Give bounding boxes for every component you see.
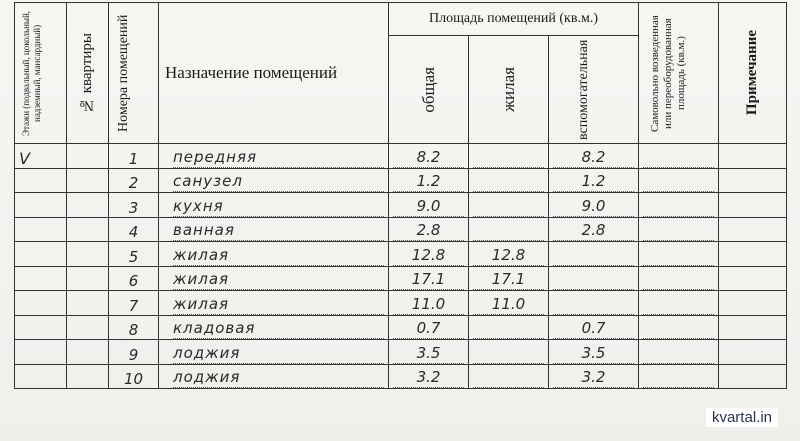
- total-area-cell-text: 17.1: [393, 270, 464, 290]
- room-number-cell: [109, 144, 159, 169]
- note-cell-text: [750, 199, 755, 217]
- note-cell-text: [750, 272, 755, 290]
- total-area-cell-text: 8.2: [393, 148, 464, 168]
- header-purpose: Назначение помещений: [159, 3, 389, 144]
- aux-area-cell: [549, 193, 639, 218]
- floor-cell-text: [19, 320, 24, 339]
- floor-cell: [15, 168, 67, 193]
- apartment-cell: [67, 217, 109, 242]
- note-cell: [719, 315, 787, 340]
- self-built-cell: [639, 340, 719, 365]
- living-area-cell: [469, 266, 549, 291]
- self-built-cell-text: [643, 295, 714, 315]
- living-area-cell: [469, 340, 549, 365]
- apartment-cell: [67, 364, 109, 389]
- living-area-cell-text: 11.0: [473, 295, 544, 315]
- room-purpose-cell-text: санузел: [173, 172, 384, 192]
- living-area-cell-text: [473, 368, 544, 388]
- total-area-cell-text: 0.7: [393, 319, 464, 339]
- note-cell-text: [750, 174, 755, 192]
- aux-area-cell-text: 0.7: [553, 319, 634, 339]
- aux-area-cell: [549, 364, 639, 389]
- living-area-cell-text: [473, 148, 544, 168]
- note-cell-text: [750, 297, 755, 315]
- aux-area-cell-text: 9.0: [553, 197, 634, 217]
- living-area-cell: [469, 242, 549, 267]
- self-built-cell: [639, 315, 719, 340]
- table-row: [15, 266, 787, 291]
- total-area-cell-text: 3.5: [393, 344, 464, 364]
- self-built-cell-text: [643, 319, 714, 339]
- table-row: [15, 168, 787, 193]
- room-purpose-cell-text: жилая: [173, 295, 384, 315]
- table-body: [15, 144, 787, 389]
- room-purpose-cell-text: ванная: [173, 221, 384, 241]
- header-total: общая: [389, 36, 469, 144]
- total-area-cell-text: 11.0: [393, 295, 464, 315]
- table-row: [15, 242, 787, 267]
- room-purpose-cell: [159, 242, 389, 267]
- room-purpose-cell: [159, 144, 389, 169]
- room-purpose-cell-text: лоджия: [173, 344, 384, 364]
- note-cell: [719, 266, 787, 291]
- living-area-cell-text: 12.8: [473, 246, 544, 266]
- self-built-cell: [639, 291, 719, 316]
- apartment-cell: [67, 315, 109, 340]
- aux-area-cell: [549, 217, 639, 242]
- total-area-cell-text: 3.2: [393, 368, 464, 388]
- aux-area-cell-text: 8.2: [553, 148, 634, 168]
- living-area-cell: [469, 315, 549, 340]
- total-area-cell: [389, 291, 469, 316]
- living-area-cell-text: [473, 344, 544, 364]
- watermark: kvartal.in: [706, 408, 778, 427]
- apartment-cell-text: [85, 297, 90, 315]
- room-number-cell-text: 7: [128, 296, 139, 315]
- total-area-cell-text: 2.8: [393, 221, 464, 241]
- total-area-cell: [389, 168, 469, 193]
- living-area-cell: [469, 364, 549, 389]
- header-apartment-no: № квартиры: [67, 3, 109, 144]
- aux-area-cell: [549, 168, 639, 193]
- aux-area-cell-text: [553, 246, 634, 266]
- room-area-table: [14, 2, 787, 389]
- self-built-cell-text: [643, 221, 714, 241]
- apartment-cell: [67, 291, 109, 316]
- note-cell: [719, 217, 787, 242]
- room-purpose-cell-text: жилая: [173, 270, 384, 290]
- floor-cell-text: [19, 222, 24, 241]
- table-row: [15, 193, 787, 218]
- room-purpose-cell-text: жилая: [173, 246, 384, 266]
- aux-area-cell: [549, 291, 639, 316]
- room-number-cell: [109, 315, 159, 340]
- apartment-cell-text: [85, 248, 90, 266]
- floor-cell: [15, 291, 67, 316]
- floor-cell-text: [19, 198, 24, 217]
- room-purpose-cell: [159, 364, 389, 389]
- room-number-cell-text: 10: [123, 370, 144, 388]
- apartment-cell: [67, 266, 109, 291]
- floor-cell-text: [19, 271, 24, 290]
- living-area-cell: [469, 217, 549, 242]
- self-built-cell-text: [643, 246, 714, 266]
- aux-area-cell: [549, 242, 639, 267]
- room-number-cell: [109, 266, 159, 291]
- total-area-cell: [389, 217, 469, 242]
- room-purpose-cell: [159, 315, 389, 340]
- aux-area-cell: [549, 266, 639, 291]
- table-row: [15, 144, 787, 169]
- aux-area-cell-text: [553, 270, 634, 290]
- table-row: [15, 340, 787, 365]
- room-number-cell: [109, 242, 159, 267]
- room-purpose-cell: [159, 217, 389, 242]
- table-row: [15, 291, 787, 316]
- floor-cell-text: [19, 296, 24, 315]
- room-purpose-cell-text: передняя: [173, 148, 384, 168]
- apartment-cell-text: [85, 174, 90, 192]
- self-built-cell-text: [643, 172, 714, 192]
- header-note: Примечание: [719, 3, 787, 144]
- room-purpose-cell: [159, 340, 389, 365]
- self-built-cell-text: [643, 270, 714, 290]
- living-area-cell-text: [473, 172, 544, 192]
- aux-area-cell-text: [553, 295, 634, 315]
- floor-cell-text: V: [19, 148, 30, 168]
- self-built-cell: [639, 266, 719, 291]
- self-built-cell: [639, 144, 719, 169]
- floor-cell-text: [19, 345, 24, 364]
- room-number-cell-text: 5: [128, 247, 139, 266]
- living-area-cell-text: 17.1: [473, 270, 544, 290]
- living-area-cell-text: [473, 319, 544, 339]
- floor-cell: [15, 193, 67, 218]
- floor-cell: [15, 315, 67, 340]
- note-cell: [719, 340, 787, 365]
- aux-area-cell-text: 3.5: [553, 344, 634, 364]
- total-area-cell: [389, 144, 469, 169]
- room-number-cell-text: 6: [128, 272, 139, 290]
- self-built-cell: [639, 242, 719, 267]
- floor-cell-text: [19, 247, 24, 266]
- self-built-cell-text: [643, 344, 714, 364]
- note-cell-text: [750, 321, 755, 339]
- room-purpose-cell-text: кладовая: [173, 319, 384, 339]
- room-number-cell: [109, 168, 159, 193]
- aux-area-cell-text: 1.2: [553, 172, 634, 192]
- apartment-cell: [67, 193, 109, 218]
- aux-area-cell-text: 2.8: [553, 221, 634, 241]
- note-cell-text: [750, 150, 755, 168]
- header-floors: Этажи (подвальный, цокольный, надземный, мансардный): [15, 3, 67, 144]
- apartment-cell: [67, 340, 109, 365]
- total-area-cell-text: 9.0: [393, 197, 464, 217]
- apartment-cell-text: [85, 199, 90, 217]
- room-purpose-cell: [159, 266, 389, 291]
- note-cell-text: [750, 223, 755, 241]
- total-area-cell: [389, 242, 469, 267]
- living-area-cell-text: [473, 221, 544, 241]
- room-number-cell-text: 3: [128, 198, 139, 217]
- header-area-group: Площадь помещений (кв.м.): [389, 3, 639, 36]
- room-purpose-cell-text: лоджия: [173, 368, 384, 388]
- aux-area-cell: [549, 315, 639, 340]
- room-number-cell: [109, 364, 159, 389]
- total-area-cell-text: 1.2: [393, 172, 464, 192]
- apartment-cell-text: [85, 272, 90, 290]
- note-cell-text: [750, 248, 755, 266]
- self-built-cell: [639, 217, 719, 242]
- note-cell: [719, 291, 787, 316]
- floor-cell-text: [19, 369, 24, 388]
- apartment-cell: [67, 242, 109, 267]
- note-cell: [719, 193, 787, 218]
- apartment-cell-text: [85, 370, 90, 388]
- floor-cell: [15, 340, 67, 365]
- header-self-built: Самовольно возведенная или переоборудованная площадь (кв.м.): [639, 3, 719, 144]
- living-area-cell: [469, 193, 549, 218]
- room-number-cell-text: 4: [128, 223, 139, 241]
- living-area-cell-text: [473, 197, 544, 217]
- note-cell: [719, 168, 787, 193]
- header-room-no: Номера помещений: [109, 3, 159, 144]
- table-row: [15, 217, 787, 242]
- note-cell-text: [750, 346, 755, 364]
- living-area-cell: [469, 291, 549, 316]
- self-built-cell: [639, 193, 719, 218]
- room-purpose-cell: [159, 193, 389, 218]
- total-area-cell: [389, 315, 469, 340]
- aux-area-cell-text: 3.2: [553, 368, 634, 388]
- apartment-cell-text: [85, 321, 90, 339]
- note-cell: [719, 144, 787, 169]
- floor-cell: [15, 217, 67, 242]
- total-area-cell-text: 12.8: [393, 246, 464, 266]
- self-built-cell-text: [643, 197, 714, 217]
- note-cell: [719, 364, 787, 389]
- room-number-cell: [109, 291, 159, 316]
- apartment-cell: [67, 168, 109, 193]
- room-number-cell: [109, 340, 159, 365]
- apartment-cell: [67, 144, 109, 169]
- apartment-cell-text: [85, 150, 90, 168]
- note-cell-text: [750, 370, 755, 388]
- floor-cell: [15, 266, 67, 291]
- floor-cell: [15, 144, 67, 169]
- header-auxiliary: вспомогательная: [549, 36, 639, 144]
- self-built-cell: [639, 168, 719, 193]
- room-number-cell-text: 2: [128, 174, 139, 192]
- floor-cell-text: [19, 173, 24, 192]
- header-living: жилая: [469, 36, 549, 144]
- room-number-cell: [109, 193, 159, 218]
- self-built-cell-text: [643, 368, 714, 388]
- apartment-cell-text: [85, 223, 90, 241]
- total-area-cell: [389, 364, 469, 389]
- room-purpose-cell: [159, 168, 389, 193]
- apartment-cell-text: [85, 346, 90, 364]
- self-built-cell-text: [643, 148, 714, 168]
- table-row: [15, 315, 787, 340]
- floor-cell: [15, 364, 67, 389]
- room-number-cell-text: 1: [128, 149, 139, 168]
- total-area-cell: [389, 340, 469, 365]
- room-purpose-cell-text: кухня: [173, 197, 384, 217]
- living-area-cell: [469, 168, 549, 193]
- room-number-cell-text: 8: [128, 321, 139, 339]
- room-number-cell: [109, 217, 159, 242]
- floor-cell: [15, 242, 67, 267]
- room-number-cell-text: 9: [128, 345, 139, 364]
- self-built-cell: [639, 364, 719, 389]
- total-area-cell: [389, 266, 469, 291]
- total-area-cell: [389, 193, 469, 218]
- note-cell: [719, 242, 787, 267]
- aux-area-cell: [549, 340, 639, 365]
- room-purpose-cell: [159, 291, 389, 316]
- living-area-cell: [469, 144, 549, 169]
- table-header: [15, 3, 787, 144]
- aux-area-cell: [549, 144, 639, 169]
- table-row: [15, 364, 787, 389]
